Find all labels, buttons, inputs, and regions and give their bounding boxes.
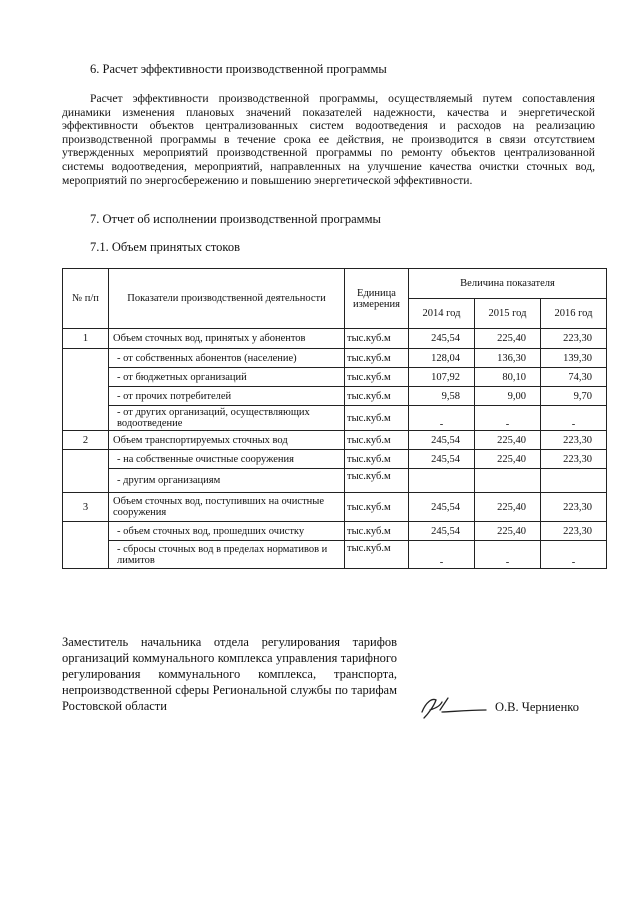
row-num <box>63 349 109 431</box>
row-value-2016: 139,30 <box>541 349 607 368</box>
row-value-2014: - <box>409 541 475 569</box>
header-unit: Единица измерения <box>345 269 409 329</box>
header-num: № п/п <box>63 269 109 329</box>
row-value-2015 <box>475 469 541 493</box>
row-indicator: Объем транспортируемых сточных вод <box>109 431 345 450</box>
row-unit: тыс.куб.м <box>345 493 409 522</box>
row-value-2014 <box>409 469 475 493</box>
row-value-2016: - <box>541 406 607 431</box>
row-indicator: - объем сточных вод, прошедших очистку <box>109 522 345 541</box>
handwritten-signature-icon <box>416 690 490 731</box>
row-value-2014: 245,54 <box>409 329 475 349</box>
row-value-2016: 223,30 <box>541 431 607 450</box>
section-7-heading: 7. Отчет об исполнении производственной программы <box>90 212 381 226</box>
row-unit: тыс.куб.м <box>345 469 409 493</box>
row-unit: тыс.куб.м <box>345 450 409 469</box>
row-indicator: - на собственные очистные сооружения <box>109 450 345 469</box>
row-value-2016: 223,30 <box>541 329 607 349</box>
row-indicator: - от прочих потребителей <box>109 387 345 406</box>
row-unit: тыс.куб.м <box>345 349 409 368</box>
stocks-volume-table <box>62 268 607 569</box>
row-unit: тыс.куб.м <box>345 387 409 406</box>
row-indicator: - другим организациям <box>109 469 345 493</box>
row-num <box>63 450 109 493</box>
row-value-2014: 128,04 <box>409 349 475 368</box>
row-value-2014: 245,54 <box>409 431 475 450</box>
row-unit: тыс.куб.м <box>345 541 409 569</box>
table-row <box>63 541 607 569</box>
row-indicator: Объем сточных вод, принятых у абонентов <box>109 329 345 349</box>
row-value-2016: 223,30 <box>541 493 607 522</box>
row-unit: тыс.куб.м <box>345 431 409 450</box>
header-value-group: Величина показателя <box>409 269 607 299</box>
table-row <box>63 493 607 522</box>
row-indicator: - от бюджетных организаций <box>109 368 345 387</box>
row-unit: тыс.куб.м <box>345 406 409 431</box>
row-value-2016: 74,30 <box>541 368 607 387</box>
row-value-2015: 9,00 <box>475 387 541 406</box>
section-6-heading: 6. Расчет эффективности производственной программы <box>90 62 387 76</box>
row-num: 3 <box>63 493 109 522</box>
row-num <box>63 522 109 569</box>
row-value-2015: 136,30 <box>475 349 541 368</box>
table-row <box>63 450 607 469</box>
row-value-2014: - <box>409 406 475 431</box>
row-num: 1 <box>63 329 109 349</box>
row-value-2014: 9,58 <box>409 387 475 406</box>
table-row <box>63 431 607 450</box>
row-value-2014: 245,54 <box>409 450 475 469</box>
row-value-2016 <box>541 469 607 493</box>
row-value-2015: - <box>475 541 541 569</box>
row-value-2016: - <box>541 541 607 569</box>
row-num: 2 <box>63 431 109 450</box>
section-6-paragraph: Расчет эффективности производственной программы, осуществляемый путем сопоставления динамики изменения плановых значений показателей надежности, качества и энергетической эффективности объектов централизованных систем водоотведения и расходов на реализацию производственной программы в течение срока ее действия, не производится в связи отсутствием утвержденных мероприятий производственной программы по ремонту объектов централизованной системы водоотведения, мероприятий, направленных на улучшение качества очистки сточных вод, мероприятий по энергосбережению и повышению энергетической эффективности. <box>62 92 595 187</box>
row-value-2015: - <box>475 406 541 431</box>
signatory-name: О.В. Черниенко <box>495 700 579 714</box>
section-7-1-heading: 7.1. Объем принятых стоков <box>90 240 240 254</box>
header-indicator: Показатели производственной деятельности <box>109 269 345 329</box>
row-indicator: - от собственных абонентов (население) <box>109 349 345 368</box>
row-unit: тыс.куб.м <box>345 329 409 349</box>
row-unit: тыс.куб.м <box>345 522 409 541</box>
row-indicator: Объем сточных вод, поступивших на очистные сооружения <box>109 493 345 522</box>
table-row <box>63 406 607 431</box>
table-row <box>63 368 607 387</box>
row-value-2016: 223,30 <box>541 450 607 469</box>
header-year: 2014 год <box>409 299 475 329</box>
row-indicator: - сбросы сточных вод в пределах нормативов и лимитов <box>109 541 345 569</box>
table-row <box>63 329 607 349</box>
header-year: 2016 год <box>541 299 607 329</box>
row-unit: тыс.куб.м <box>345 368 409 387</box>
row-value-2014: 107,92 <box>409 368 475 387</box>
row-value-2015: 225,40 <box>475 493 541 522</box>
row-value-2014: 245,54 <box>409 493 475 522</box>
row-value-2015: 80,10 <box>475 368 541 387</box>
table-row <box>63 349 607 368</box>
table-row <box>63 522 607 541</box>
row-value-2016: 223,30 <box>541 522 607 541</box>
row-value-2015: 225,40 <box>475 329 541 349</box>
row-value-2015: 225,40 <box>475 522 541 541</box>
table-row <box>63 469 607 493</box>
row-indicator: - от других организаций, осуществляющих водоотведение <box>109 406 345 431</box>
row-value-2015: 225,40 <box>475 450 541 469</box>
row-value-2015: 225,40 <box>475 431 541 450</box>
row-value-2014: 245,54 <box>409 522 475 541</box>
row-value-2016: 9,70 <box>541 387 607 406</box>
signatory-position: Заместитель начальника отдела регулирования тарифов организаций коммунального комплекса управления тарифного регулирования коммунального комплекса, транспорта, непроизводственной сферы Региональной службы по тарифам Ростовской области <box>62 635 397 713</box>
header-year: 2015 год <box>475 299 541 329</box>
table-row <box>63 387 607 406</box>
